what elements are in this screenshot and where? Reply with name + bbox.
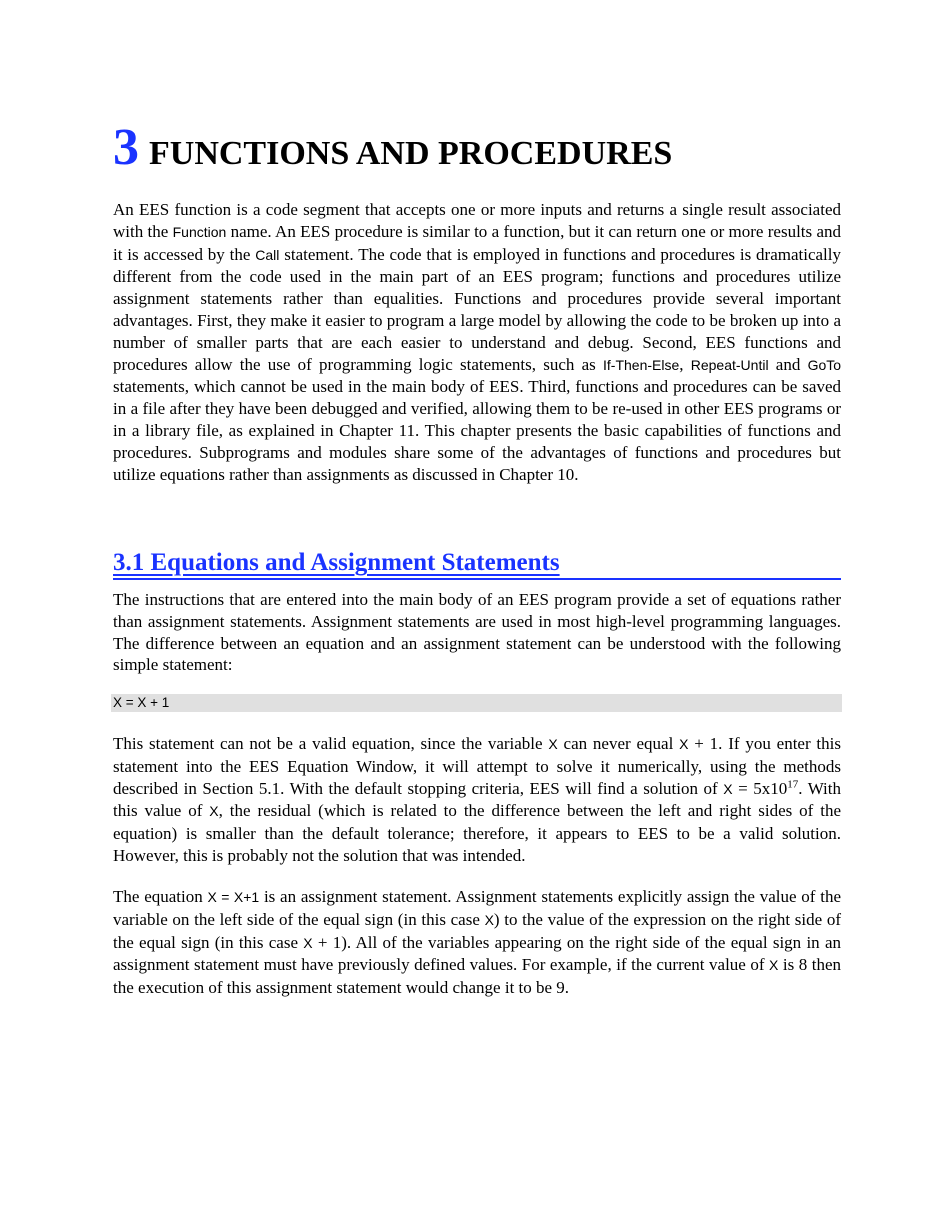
- code-variable: X: [769, 957, 779, 974]
- code-variable: X: [484, 911, 494, 928]
- code-example: X = X + 1: [111, 694, 842, 712]
- code-keyword: Function: [172, 223, 227, 240]
- intro-paragraph: An EES function is a code segment that accepts one or more inputs and returns a single result associated with the Function name. An EES procedure is similar to a function, but it can return one or more results and it is accessed by the Call statement. The code that is employed in functions and procedures is dramatically different from the code used in the main part of an EES program; functions and procedures utilize assignment statements rather than equalities. Functions and procedures provide several important advantages. First, they make it easier to program a large model by allowing the code to be broken up into a number of smaller parts that are each easier to understand and debug. Second, EES functions and procedures allow the use of programming logic statements, such as If-Then-Else, Repeat-Until and GoTo statements, which cannot be used in the main body of EES. Third, functions and procedures can be saved in a file after they have been debugged and verified, allowing them to be re-used in other EES programs or in a library file, as explained in Chapter 11. This chapter presents the basic capabilities of functions and procedures. Subprograms and modules share some of the advantages of functions and procedures but utilize equations rather than assignments as discussed in Chapter 10.: [113, 200, 842, 484]
- chapter-heading: [113, 118, 672, 177]
- code-expression: X = X+1: [207, 889, 260, 905]
- paragraph-assignment: The equation X = X+1 is an assignment statement. Assignment statements explicitly assign the value of the variable on the left side of the equal sign (in this case X) to the value of the expression on the right side of the equal sign (in this case X + 1). All of the variables appearing on the right side of the equal sign in an assignment statement must have previously defined values. For example, if the current value of X is 8 then the execution of this assignment statement would change it to be 9.: [113, 887, 841, 998]
- section-heading: [113, 548, 841, 580]
- code-variable: X: [723, 780, 733, 797]
- code-keyword: Repeat-Until: [690, 356, 769, 373]
- code-variable: X: [679, 736, 689, 752]
- code-keyword: Call: [255, 246, 280, 263]
- exponent: 17: [787, 777, 799, 790]
- code-variable: X: [209, 803, 219, 820]
- code-keyword: If-Then-Else: [603, 356, 680, 373]
- code-variable: X: [548, 736, 558, 752]
- code-variable: X: [303, 934, 313, 951]
- section-title: 3.1 Equations and Assignment Statements: [113, 549, 560, 576]
- code-keyword: GoTo: [807, 356, 842, 373]
- paragraph-valid-equation: This statement can not be a valid equation, since the variable X can never equal X + 1. If you enter this statement into the EES Equation Window, it will attempt to solve it numerically, using the methods described in Section 5.1. With the default stopping criteria, EES will find a solution of $X = 5x10^{17}$. With this value of X, the residual (which is related to the difference between the left and right sides of the equation) is smaller than the default tolerance; therefore, it appears to EES to be a valid solution. However, this is probably not the solution that was intended.: [113, 734, 841, 865]
- chapter-number: 3: [113, 119, 139, 176]
- chapter-title: FUNCTIONS AND PROCEDURES: [149, 135, 673, 172]
- section-intro-paragraph: The instructions that are entered into the main body of an EES program provide a set of equations rather than assignment statements. Assignment statements are used in most high-level programming languages. The difference between an equation and an assignment statement can be understood with the following simple statement:: [113, 590, 841, 675]
